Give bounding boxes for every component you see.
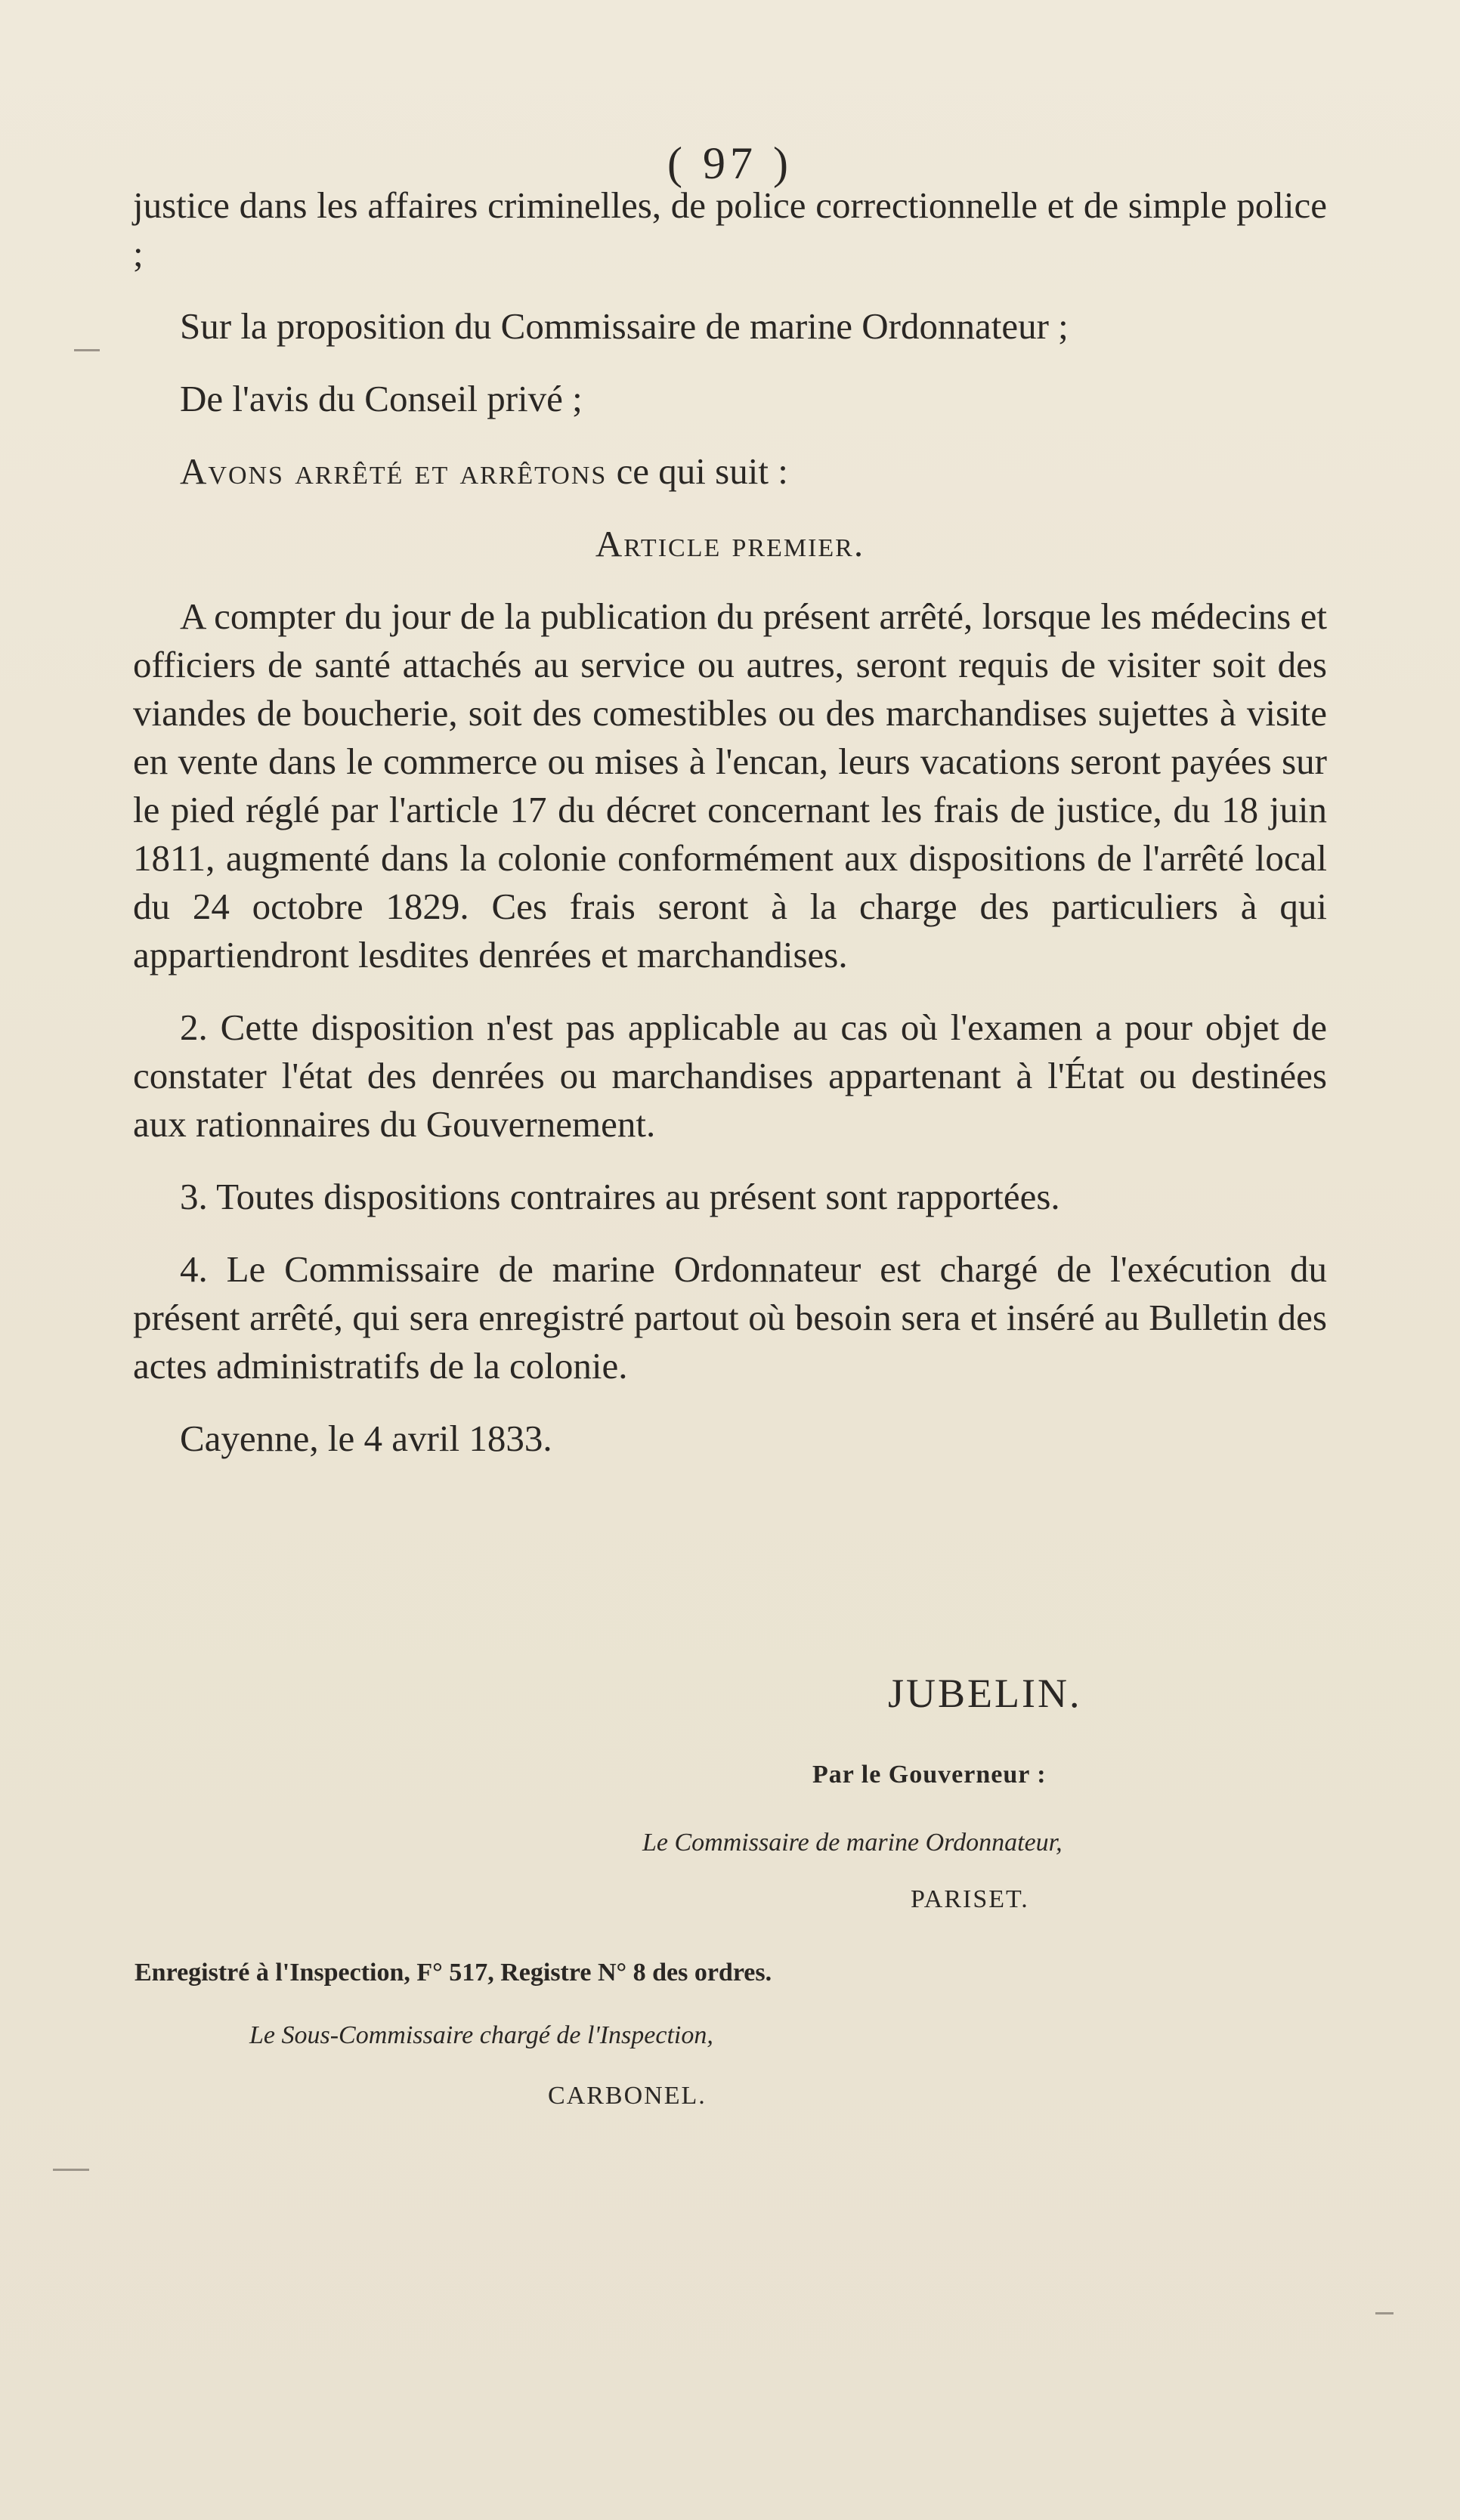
page-number: ( 97 ) <box>667 138 793 188</box>
sous-commissaire-name: CARBONEL. <box>548 2082 707 2110</box>
enregistrement-line: Enregistré à l'Inspection, F° 517, Registre N° 8 des ordres. <box>135 1959 772 1987</box>
margin-mark <box>1375 2312 1393 2314</box>
signature-jubelin: JUBELIN. <box>888 1671 1082 1716</box>
par-le-gouverneur: Par le Gouverneur : <box>812 1761 1047 1789</box>
article-1: A compter du jour de la publication du présent arrêté, lorsque les médecins et officiers de santé attachés au service ou autres, seront requis de visiter soit des viandes de boucherie, soit des comestibles ou des marchandises sujettes à visite en vente dans le commerce ou mises à l'encan, leurs vacations seront payées sur le pied réglé par l'article 17 du décret concernant les frais de justice, du 18 juin 1811, augmenté dans la colonie conformément aux dispositions de l'arrêté local du 24 octobre 1829. Ces frais seront à la charge des particuliers à qui appartiendront lesdites denrées et marchandises. <box>133 595 1327 976</box>
avons-suffix: ce qui suit : <box>607 450 788 492</box>
paragraph-justice: justice dans les affaires criminelles, de police correctionnelle et de simple police ; <box>133 184 1327 274</box>
paragraph-avis: De l'avis du Conseil privé ; <box>180 378 583 419</box>
paragraph-avons <box>133 447 1327 496</box>
margin-mark <box>53 2169 89 2171</box>
article-title: Article premier. <box>595 523 865 564</box>
margin-mark <box>74 349 100 351</box>
sous-commissaire-title: Le Sous-Commissaire chargé de l'Inspection, <box>249 2021 713 2049</box>
paragraph-proposition: Sur la proposition du Commissaire de marine Ordonnateur ; <box>180 305 1069 347</box>
document-body <box>133 181 1327 1463</box>
date-line: Cayenne, le 4 avril 1833. <box>180 1418 552 1459</box>
article-4: 4. Le Commissaire de marine Ordonnateur est chargé de l'exécution du présent arrêté, qui sera enregistré partout où besoin sera et inséré au Bulletin des actes administratifs de la colonie. <box>133 1248 1327 1387</box>
commissaire-title: Le Commissaire de marine Ordonnateur, <box>642 1829 1063 1857</box>
article-2: 2. Cette disposition n'est pas applicable au cas où l'examen a pour objet de constater l'état des denrées ou marchandises appartenant à l'État ou destinées aux rationnaires du Gouvernement. <box>133 1006 1327 1145</box>
commissaire-name: PARISET. <box>911 1885 1029 1913</box>
avons-arrete-smallcaps: Avons arrêté et arrêtons <box>180 450 608 492</box>
article-3: 3. Toutes dispositions contraires au présent sont rapportées. <box>180 1176 1060 1217</box>
